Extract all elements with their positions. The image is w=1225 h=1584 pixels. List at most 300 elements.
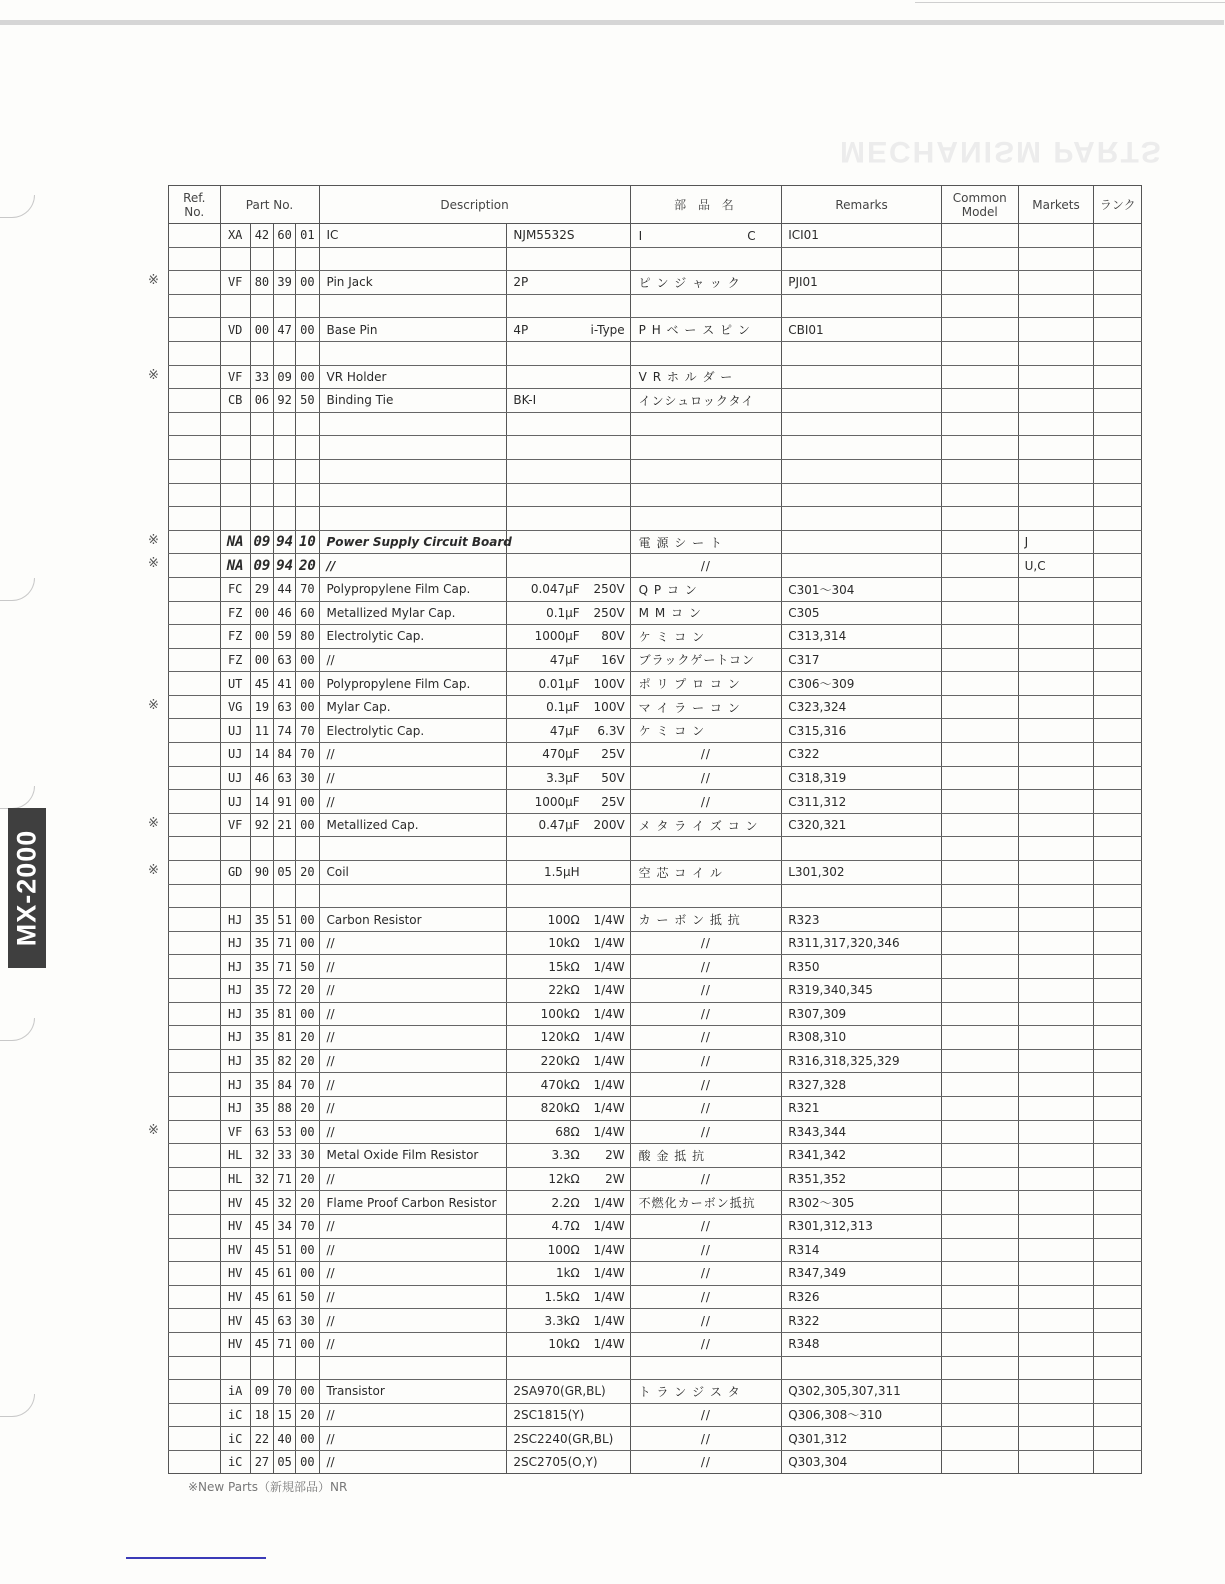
description-cell: // — [319, 1403, 507, 1427]
table-row — [169, 766, 1142, 790]
ref-no-label: Ref. No. — [183, 190, 206, 219]
remarks-cell — [782, 530, 942, 554]
spec-value-cell — [507, 837, 584, 861]
spec-rating-cell: 250V — [584, 601, 630, 625]
part-no-seg-2: 14 — [250, 790, 273, 814]
remarks-cell: C323,324 — [782, 695, 942, 719]
common-model-cell — [941, 931, 1018, 955]
description-cell: // — [319, 1238, 507, 1262]
remarks-cell: C305 — [782, 601, 942, 625]
header-description: Description — [319, 186, 630, 224]
common-model-cell — [941, 554, 1018, 578]
part-no-prefix: HJ — [220, 931, 250, 955]
common-model-cell — [941, 648, 1018, 672]
part-no-prefix: NA — [220, 530, 250, 554]
rank-cell — [1094, 1144, 1142, 1168]
part-no-seg-3 — [274, 436, 296, 460]
part-no-seg-4 — [296, 884, 319, 908]
part-no-prefix — [220, 247, 250, 271]
markets-cell: J — [1018, 530, 1094, 554]
remarks-cell: C301～304 — [782, 577, 942, 601]
spec-value-cell — [507, 507, 584, 531]
remarks-cell: R343,344 — [782, 1120, 942, 1144]
common-model-cell — [941, 601, 1018, 625]
spec-rating-cell: 1/4W — [584, 1073, 630, 1097]
spec-value-cell: 4.7Ω — [507, 1214, 584, 1238]
part-no-seg-2: 45 — [250, 1332, 273, 1356]
spec-value-cell — [507, 341, 584, 365]
rank-cell — [1094, 318, 1142, 342]
description-cell — [319, 507, 507, 531]
part-no-seg-4: 20 — [296, 1026, 319, 1050]
table-row — [169, 979, 1142, 1003]
spec-value-cell: 0.47μF — [507, 813, 584, 837]
remarks-cell: C306～309 — [782, 672, 942, 696]
spec-value-cell: 3.3μF — [507, 766, 584, 790]
spec-rating-cell: i-Type — [584, 318, 630, 342]
ref-cell — [169, 483, 221, 507]
markets-cell — [1018, 294, 1094, 318]
part-no-seg-3: 71 — [274, 1167, 296, 1191]
description-cell: // — [319, 931, 507, 955]
ref-cell — [169, 247, 221, 271]
japanese-name-cell — [630, 483, 782, 507]
remarks-cell: R302～305 — [782, 1191, 942, 1215]
description-cell: Metal Oxide Film Resistor — [319, 1144, 507, 1168]
part-no-prefix — [220, 341, 250, 365]
part-no-seg-2: 35 — [250, 1096, 273, 1120]
part-no-seg-3: 81 — [274, 1002, 296, 1026]
binder-hole — [0, 1018, 35, 1041]
rank-cell — [1094, 884, 1142, 908]
part-no-prefix: VD — [220, 318, 250, 342]
binder-hole — [0, 1394, 35, 1417]
spec-rating-cell — [584, 365, 630, 389]
part-no-seg-4: 00 — [296, 1380, 319, 1404]
part-no-seg-3: 94 — [274, 554, 296, 578]
japanese-name-cell: カ ー ボ ン 抵 抗 — [630, 908, 782, 932]
new-part-mark: ※ — [148, 863, 159, 879]
markets-cell — [1018, 1238, 1094, 1262]
part-no-seg-4: 20 — [296, 1167, 319, 1191]
common-model-cell — [941, 1450, 1018, 1474]
rank-cell — [1094, 1073, 1142, 1097]
part-no-seg-3: 63 — [274, 695, 296, 719]
description-cell: // — [319, 554, 507, 578]
part-no-prefix: HV — [220, 1309, 250, 1333]
part-no-seg-2 — [250, 294, 273, 318]
part-no-prefix: HJ — [220, 1096, 250, 1120]
ref-cell — [169, 294, 221, 318]
rank-cell — [1094, 224, 1142, 248]
part-no-seg-4: 00 — [296, 271, 319, 295]
description-cell: Transistor — [319, 1380, 507, 1404]
spec-rating-cell — [584, 341, 630, 365]
part-no-seg-4: 80 — [296, 625, 319, 649]
spec-rating-cell — [584, 861, 630, 885]
markets-cell — [1018, 766, 1094, 790]
spec-rating-cell — [584, 436, 630, 460]
spec-value-cell: 0.1μF — [507, 601, 584, 625]
japanese-name-cell: 不燃化カーボン抵抗 — [630, 1191, 782, 1215]
part-no-prefix: HJ — [220, 1049, 250, 1073]
part-no-seg-3: 94 — [274, 530, 296, 554]
rank-cell — [1094, 1026, 1142, 1050]
rank-cell — [1094, 625, 1142, 649]
table-row — [169, 459, 1142, 483]
table-row — [169, 955, 1142, 979]
part-no-seg-4: 50 — [296, 389, 319, 413]
common-model-cell — [941, 1191, 1018, 1215]
part-no-seg-3: 51 — [274, 908, 296, 932]
spec-value-cell: BK-I — [507, 389, 584, 413]
spec-value-cell: 2SC1815(Y) — [507, 1403, 584, 1427]
part-no-seg-3: 63 — [274, 648, 296, 672]
part-no-seg-4: 70 — [296, 577, 319, 601]
part-no-seg-4 — [296, 1356, 319, 1380]
part-no-seg-2: 90 — [250, 861, 273, 885]
rank-cell — [1094, 719, 1142, 743]
part-no-seg-2 — [250, 1356, 273, 1380]
part-no-prefix: iC — [220, 1450, 250, 1474]
common-model-cell — [941, 1332, 1018, 1356]
rank-cell — [1094, 507, 1142, 531]
remarks-cell — [782, 884, 942, 908]
markets-cell — [1018, 1262, 1094, 1286]
part-no-prefix: HV — [220, 1238, 250, 1262]
part-no-seg-2: 09 — [250, 554, 273, 578]
table-row — [169, 719, 1142, 743]
part-no-seg-3: 71 — [274, 931, 296, 955]
table-row — [169, 1049, 1142, 1073]
rank-cell — [1094, 1238, 1142, 1262]
spec-rating-cell: 1/4W — [584, 1026, 630, 1050]
table-row — [169, 271, 1142, 295]
japanese-name-cell: // — [630, 766, 782, 790]
japanese-name-cell: ポ リ プ ロ コ ン — [630, 672, 782, 696]
part-no-prefix: XA — [220, 224, 250, 248]
spec-value-cell: 100Ω — [507, 1238, 584, 1262]
part-no-seg-4: 20 — [296, 1403, 319, 1427]
header-rank: ランク — [1094, 186, 1142, 224]
markets-cell — [1018, 931, 1094, 955]
ref-cell — [169, 389, 221, 413]
markets-cell — [1018, 837, 1094, 861]
part-no-seg-4: 50 — [296, 955, 319, 979]
part-no-seg-2 — [250, 459, 273, 483]
table-row — [169, 861, 1142, 885]
japanese-name-cell: // — [630, 1285, 782, 1309]
remarks-cell: R322 — [782, 1309, 942, 1333]
part-no-seg-4: 70 — [296, 1073, 319, 1097]
spec-value-cell — [507, 294, 584, 318]
part-no-seg-4: 00 — [296, 1427, 319, 1451]
rank-cell — [1094, 1191, 1142, 1215]
spec-value-cell — [507, 530, 584, 554]
remarks-cell: R341,342 — [782, 1144, 942, 1168]
part-no-seg-3: 91 — [274, 790, 296, 814]
part-no-seg-3: 39 — [274, 271, 296, 295]
spec-value-cell — [507, 365, 584, 389]
markets-cell — [1018, 1450, 1094, 1474]
spec-value-cell: 3.3Ω — [507, 1144, 584, 1168]
rank-cell — [1094, 530, 1142, 554]
ref-cell — [169, 625, 221, 649]
description-cell — [319, 483, 507, 507]
part-no-seg-4: 20 — [296, 1096, 319, 1120]
new-part-mark: ※ — [148, 367, 159, 383]
rank-cell — [1094, 931, 1142, 955]
ref-cell — [169, 1332, 221, 1356]
description-cell: Pin Jack — [319, 271, 507, 295]
common-model-cell — [941, 224, 1018, 248]
japanese-name-cell — [630, 459, 782, 483]
table-row — [169, 341, 1142, 365]
part-no-seg-2: 92 — [250, 813, 273, 837]
rank-cell — [1094, 459, 1142, 483]
rank-cell — [1094, 648, 1142, 672]
description-cell: // — [319, 1096, 507, 1120]
part-no-prefix: VF — [220, 271, 250, 295]
markets-cell — [1018, 979, 1094, 1003]
header-part-no: Part No. — [220, 186, 319, 224]
part-no-seg-3: 72 — [274, 979, 296, 1003]
part-no-seg-4 — [296, 294, 319, 318]
description-cell: Carbon Resistor — [319, 908, 507, 932]
remarks-cell: R316,318,325,329 — [782, 1049, 942, 1073]
description-cell: // — [319, 1214, 507, 1238]
japanese-name-cell: // — [630, 1214, 782, 1238]
rank-cell — [1094, 1167, 1142, 1191]
spec-rating-cell: 1/4W — [584, 1120, 630, 1144]
common-model-cell — [941, 625, 1018, 649]
description-cell: // — [319, 1285, 507, 1309]
remarks-cell — [782, 247, 942, 271]
spec-value-cell: 470μF — [507, 743, 584, 767]
common-model-label: Common Model — [952, 190, 1007, 219]
spec-rating-cell: 100V — [584, 695, 630, 719]
ref-cell — [169, 436, 221, 460]
markets-cell — [1018, 1309, 1094, 1333]
rank-cell — [1094, 955, 1142, 979]
part-no-prefix: NA — [220, 554, 250, 578]
rank-cell — [1094, 1120, 1142, 1144]
ref-cell — [169, 530, 221, 554]
rank-cell — [1094, 554, 1142, 578]
part-no-prefix — [220, 412, 250, 436]
rank-cell — [1094, 743, 1142, 767]
common-model-cell — [941, 294, 1018, 318]
spec-rating-cell: 16V — [584, 648, 630, 672]
markets-cell — [1018, 695, 1094, 719]
ref-cell — [169, 672, 221, 696]
spec-value-cell — [507, 436, 584, 460]
japanese-name-cell — [630, 1356, 782, 1380]
part-no-seg-3 — [274, 1356, 296, 1380]
remarks-cell: Q303,304 — [782, 1450, 942, 1474]
part-no-seg-3 — [274, 412, 296, 436]
ref-cell — [169, 837, 221, 861]
japanese-name-cell: // — [630, 554, 782, 578]
japanese-name-cell: 空 芯 コ イ ル — [630, 861, 782, 885]
ref-cell — [169, 1403, 221, 1427]
common-model-cell — [941, 271, 1018, 295]
remarks-cell — [782, 507, 942, 531]
rank-cell — [1094, 1262, 1142, 1286]
markets-cell — [1018, 601, 1094, 625]
part-no-seg-4: 30 — [296, 766, 319, 790]
japanese-name-cell: // — [630, 1002, 782, 1026]
part-no-seg-3: 63 — [274, 1309, 296, 1333]
markets-cell — [1018, 577, 1094, 601]
spec-value-cell: 10kΩ — [507, 1332, 584, 1356]
page-top-edge — [0, 20, 1224, 25]
part-no-prefix — [220, 1356, 250, 1380]
part-no-seg-3 — [274, 884, 296, 908]
japanese-name-cell: I C — [630, 224, 782, 248]
spec-rating-cell: 1/4W — [584, 1262, 630, 1286]
part-no-prefix: FC — [220, 577, 250, 601]
part-no-seg-2: 35 — [250, 1002, 273, 1026]
remarks-cell — [782, 483, 942, 507]
part-no-seg-3: 82 — [274, 1049, 296, 1073]
part-no-seg-2 — [250, 483, 273, 507]
part-no-prefix: HV — [220, 1191, 250, 1215]
part-no-seg-4 — [296, 837, 319, 861]
part-no-seg-4: 20 — [296, 861, 319, 885]
part-no-seg-3 — [274, 459, 296, 483]
part-no-prefix: FZ — [220, 601, 250, 625]
spec-value-cell: 2SA970(GR,BL) — [507, 1380, 584, 1404]
markets-cell — [1018, 412, 1094, 436]
common-model-cell — [941, 530, 1018, 554]
japanese-name-cell: // — [630, 790, 782, 814]
japanese-name-cell — [630, 247, 782, 271]
remarks-cell: R308,310 — [782, 1026, 942, 1050]
new-part-mark: ※ — [148, 273, 159, 289]
part-no-prefix: HL — [220, 1167, 250, 1191]
markets-cell — [1018, 1002, 1094, 1026]
table-row — [169, 672, 1142, 696]
part-no-seg-2: 19 — [250, 695, 273, 719]
ref-cell — [169, 554, 221, 578]
markets-cell — [1018, 813, 1094, 837]
common-model-cell — [941, 459, 1018, 483]
spec-rating-cell: 1/4W — [584, 908, 630, 932]
ref-cell — [169, 1309, 221, 1333]
remarks-cell: PJI01 — [782, 271, 942, 295]
part-no-seg-3: 59 — [274, 625, 296, 649]
ref-cell — [169, 1002, 221, 1026]
ref-cell — [169, 1238, 221, 1262]
spec-value-cell: 100kΩ — [507, 1002, 584, 1026]
table-row — [169, 743, 1142, 767]
ref-cell — [169, 884, 221, 908]
common-model-cell — [941, 389, 1018, 413]
table-row — [169, 1238, 1142, 1262]
japanese-name-cell: マ イ ラ ー コ ン — [630, 695, 782, 719]
table-row — [169, 483, 1142, 507]
remarks-cell — [782, 389, 942, 413]
markets-cell — [1018, 1120, 1094, 1144]
part-no-prefix: HJ — [220, 1073, 250, 1097]
ref-cell — [169, 1262, 221, 1286]
part-no-seg-4 — [296, 507, 319, 531]
japanese-name-cell: V R ホ ル ダ ー — [630, 365, 782, 389]
remarks-cell — [782, 365, 942, 389]
ref-cell — [169, 931, 221, 955]
table-row — [169, 436, 1142, 460]
table-row — [169, 790, 1142, 814]
part-no-seg-2: 35 — [250, 979, 273, 1003]
ref-cell — [169, 908, 221, 932]
table-row — [169, 1002, 1142, 1026]
part-no-seg-3: 92 — [274, 389, 296, 413]
japanese-name-cell: // — [630, 743, 782, 767]
description-cell: // — [319, 743, 507, 767]
part-no-seg-3: 34 — [274, 1214, 296, 1238]
remarks-cell: R321 — [782, 1096, 942, 1120]
rank-cell — [1094, 1450, 1142, 1474]
part-no-seg-2: 00 — [250, 648, 273, 672]
spec-value-cell: 2P — [507, 271, 584, 295]
remarks-cell: C318,319 — [782, 766, 942, 790]
common-model-cell — [941, 1120, 1018, 1144]
part-no-seg-2: 00 — [250, 318, 273, 342]
spec-value-cell: 1kΩ — [507, 1262, 584, 1286]
common-model-cell — [941, 719, 1018, 743]
remarks-cell: R350 — [782, 955, 942, 979]
new-part-mark: ※ — [148, 698, 159, 713]
spec-rating-cell: 1/4W — [584, 955, 630, 979]
rank-cell — [1094, 341, 1142, 365]
part-no-prefix — [220, 483, 250, 507]
common-model-cell — [941, 247, 1018, 271]
description-cell: Electrolytic Cap. — [319, 719, 507, 743]
ref-cell — [169, 743, 221, 767]
part-no-seg-4: 00 — [296, 672, 319, 696]
rank-cell — [1094, 672, 1142, 696]
part-no-seg-2: 22 — [250, 1427, 273, 1451]
part-no-seg-3: 61 — [274, 1285, 296, 1309]
description-cell — [319, 837, 507, 861]
part-no-prefix — [220, 837, 250, 861]
common-model-cell — [941, 318, 1018, 342]
ref-cell — [169, 1073, 221, 1097]
spec-rating-cell: 25V — [584, 743, 630, 767]
japanese-name-cell — [630, 412, 782, 436]
markets-cell — [1018, 318, 1094, 342]
japanese-name-cell: ケ ミ コ ン — [630, 625, 782, 649]
description-cell: // — [319, 1120, 507, 1144]
spec-rating-cell — [584, 483, 630, 507]
table-row — [169, 884, 1142, 908]
spec-value-cell: NJM5532S — [507, 224, 584, 248]
part-no-seg-3: 70 — [274, 1380, 296, 1404]
remarks-cell: R307,309 — [782, 1002, 942, 1026]
japanese-name-cell: ピ ン ジ ャ ッ ク — [630, 271, 782, 295]
spec-rating-cell: 1/4W — [584, 979, 630, 1003]
description-cell: Base Pin — [319, 318, 507, 342]
part-no-seg-2: 46 — [250, 766, 273, 790]
remarks-cell: C322 — [782, 743, 942, 767]
markets-cell — [1018, 1380, 1094, 1404]
part-no-seg-3: 47 — [274, 318, 296, 342]
rank-cell — [1094, 813, 1142, 837]
part-no-seg-3: 63 — [274, 766, 296, 790]
spec-value-cell: 0.047μF — [507, 577, 584, 601]
part-no-seg-4: 00 — [296, 695, 319, 719]
